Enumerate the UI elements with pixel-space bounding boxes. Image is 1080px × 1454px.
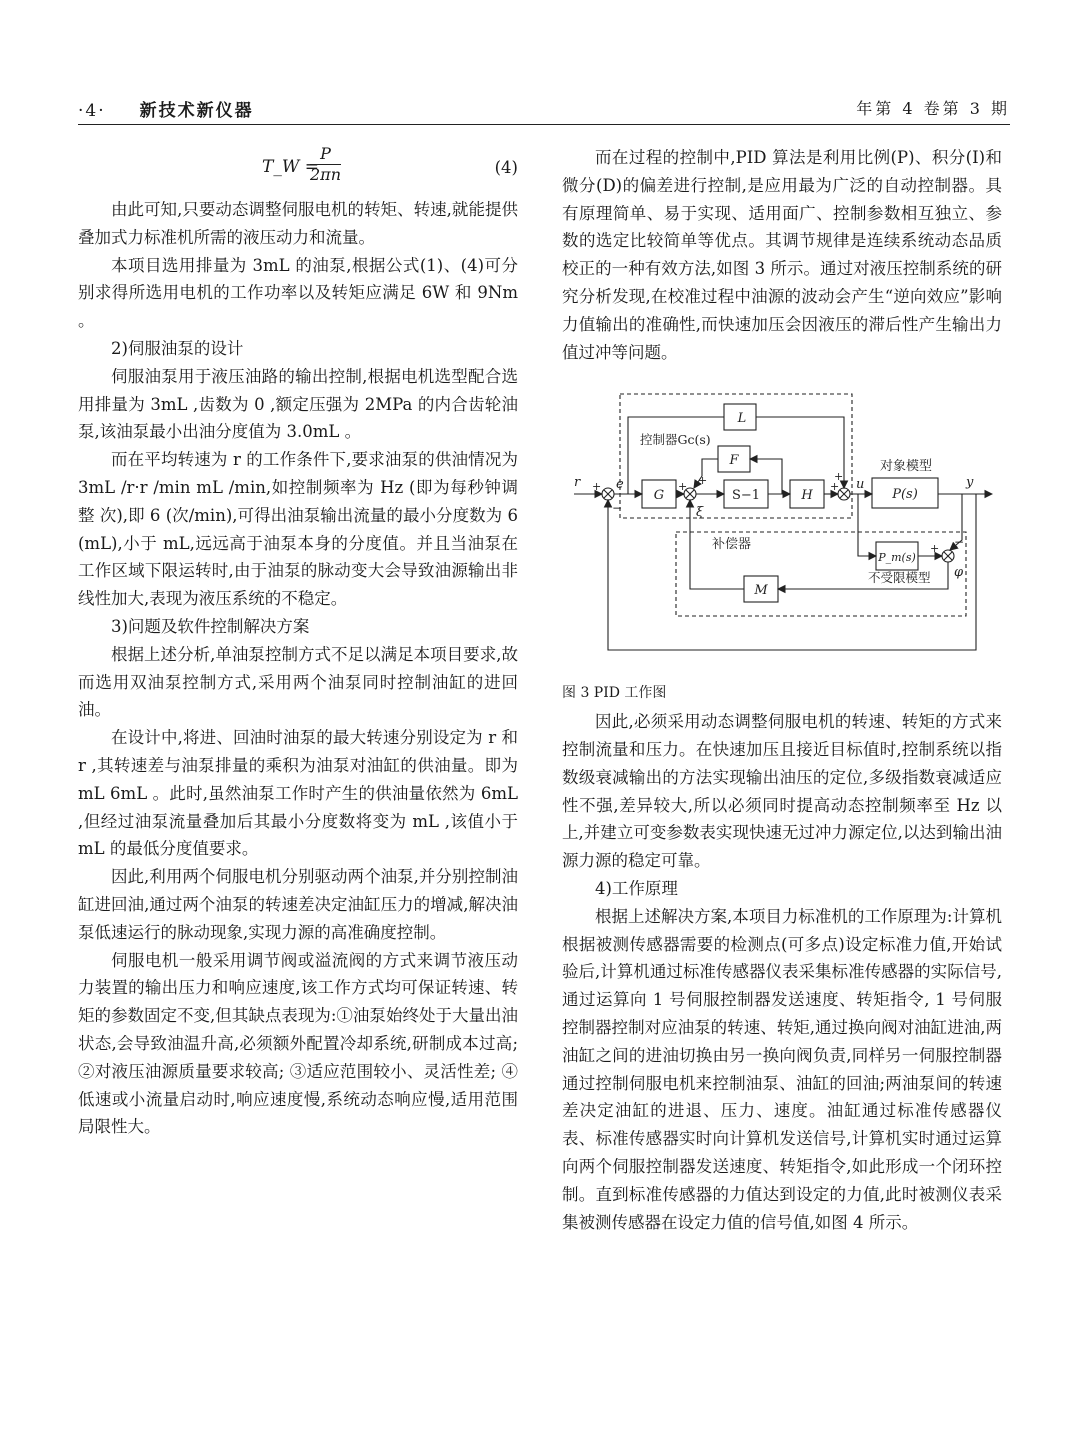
- label-H: H: [801, 488, 813, 504]
- label-Ps: P(s): [892, 487, 918, 503]
- label-L: L: [737, 411, 747, 427]
- label-r: r: [574, 475, 581, 491]
- right-column: [562, 144, 1002, 1236]
- label-M: M: [754, 583, 768, 599]
- label-Pm: P_m(s): [878, 551, 916, 565]
- equation-4: [78, 144, 518, 192]
- paragraph: 本项目选用排量为 3mL 的油泵,根据公式(1)、(4)可分别求得所选用电机的工作功率以及转矩应满足 6W 和 9Nm 。: [78, 255, 518, 331]
- sign-minus: −: [612, 501, 623, 516]
- section-heading: 2)伺服油泵的设计: [111, 338, 244, 358]
- paragraph: 伺服电机一般采用调节阀或溢流阀的方式来调节液压动力装置的输出压力和响应速度,该工作方式均可保证转速、转矩的参数固定不变,但其缺点表现为:①油泵始终处于大量出油状态,会导致油温升高,必须额外配置冷却系统,研制成本过高; ②对液压油源质量要求较高; ③适应范围较小、灵活性差; ④低速或小流量启动时,响应速度慢,系统动态响应慢,适用范围局限性大。: [78, 950, 518, 1137]
- paragraph: 由此可知,只要动态调整伺服电机的转矩、转速,就能提供叠加式力标准机所需的液压动力和流量。: [78, 200, 518, 247]
- paragraph: 因此,利用两个伺服电机分别驱动两个油泵,并分别控制油缸进回油,通过两个油泵的转速差决定油缸压力的增减,解决油泵低速运行的脉动现象,实现力源的高准确度控制。: [78, 867, 518, 942]
- label-G: G: [653, 488, 665, 504]
- paragraph: 而在平均转速为 r 的工作条件下,要求油泵的供油情况为 3mL /r·r /min mL /min,如控制频率为 Hz (即为每秒钟调整 次),即 6 (次/min),可得出油泵输出流量的最小分度数为 6 (mL),小于 mL,远远高于油泵本身的分度值。并且当油泵在工作区域下限运转时,由于油泵的脉动变大会导致油源输出非线性加大,表现为液压系统的不稳定。: [78, 450, 518, 609]
- paragraph: 因此,必须采用动态调整伺服电机的转速、转矩的方式来控制流量和压力。在快速加压且接近目标值时,控制系统以指数级衰减输出的方法实现输出油压的定位,多级指数衰减适应性不强,差异较大,所以必须同时提高动态控制频率至 Hz 以上,并建立可变参数表实现快速无过冲力源定位,以达到输出油源力源的稳定可靠。: [562, 712, 1002, 871]
- sign-plus: +: [830, 480, 840, 494]
- label-S1: S−1: [731, 488, 761, 504]
- label-xi: ξ: [696, 505, 704, 521]
- header-left: [78, 96, 254, 121]
- label-plant: 对象模型: [880, 459, 933, 475]
- equation-denominator: 2πn: [310, 165, 341, 184]
- issue-info: 年第 4 卷第 3 期: [856, 99, 1010, 118]
- label-controller: 控制器Gc(s): [640, 432, 711, 448]
- sign-plus: +: [834, 470, 844, 484]
- equation-lhs: T_W =: [262, 157, 319, 177]
- page-number: ·4·: [78, 101, 106, 121]
- running-header: [78, 96, 1010, 126]
- header-rule: [78, 124, 1010, 125]
- sign-minus: −: [954, 535, 965, 550]
- paragraph: 而在过程的控制中,PID 算法是利用比例(P)、积分(I)和微分(D)的偏差进行控制,是应用最为广泛的自动控制器。具有原理简单、易于实现、适用面广、控制参数相互独立、参数的选定比较简单等优点。其调节规律是连续系统动态品质校正的一种有效方法,如图 3 所示。通过对液压控制系统的研究分析发现,在校准过程中油源的波动会产生“逆向效应”影响力值输出的准确性,而快速加压会因液压的滞后性产生输出力值过冲等问题。: [562, 148, 1002, 362]
- label-e: e: [616, 477, 624, 493]
- diagram-svg: [562, 380, 1002, 670]
- label-y: y: [966, 475, 974, 491]
- section-heading: 3)问题及软件控制解决方案: [111, 616, 310, 636]
- label-phi: φ: [954, 565, 964, 581]
- sign-plus: +: [930, 542, 940, 556]
- equation-fraction: [310, 144, 341, 185]
- sign-plus: +: [592, 480, 602, 494]
- label-u: u: [856, 477, 865, 493]
- paragraph: 根据上述解决方案,本项目力标准机的工作原理为:计算机根据被测传感器需要的检测点(可多点)设定标准力值,开始试验后,计算机通过标准传感器仪表采集标准传感器的实际信号,通过运算向 1 号伺服控制器发送速度、转矩指令, 1 号伺服控制器控制对应油泵的转速、转矩,通过换向阀对油缸进油,两油缸之间的进油切换由另一换向阀负责,同样另一伺服控制器通过控制伺服电机来控制油泵、油缸的回油;两油泵间的转速差决定油缸的进退、压力、速度。油缸通过标准传感器仪表、标准传感器实时向计算机发送信号,计算机实时通过运算向两个伺服控制器发送速度、转矩指令,如此形成一个闭环控制。直到标准传感器的力值达到设定的力值,此时被测仪表采集被测传感器在设定力值的信号值,如图 4 所示。: [562, 906, 1002, 1232]
- paragraph: 在设计中,将进、回油时油泵的最大转速分别设定为 r 和 r ,其转速差与油泵排量的乘积为油泵对油缸的供油量。即为 mL 6mL 。此时,虽然油泵工作时产生的供油量依然为 6mL ,但经过油泵流量叠加后其最小分度数将变为 mL ,该值小于 mL 的最低分度值要求。: [78, 728, 518, 859]
- section-heading: 4)工作原理: [595, 878, 678, 898]
- left-column: [78, 144, 518, 1141]
- journal-name: 新技术新仪器: [139, 101, 254, 121]
- equation-number: (4): [494, 158, 518, 177]
- sign-plus: +: [678, 480, 688, 494]
- label-compensator: 补偿器: [712, 537, 752, 553]
- paragraph: 伺服油泵用于液压油路的输出控制,根据电机选型配合选用排量为 3mL ,齿数为 0 ,额定压强为 2MPa 的内合齿轮油泵,该油泵最小出油分度值为 3.0mL 。: [78, 366, 518, 442]
- paragraph: 根据上述分析,单油泵控制方式不足以满足本项目要求,故而选用双油泵控制方式,采用两个油泵同时控制油缸的进回油。: [78, 644, 518, 720]
- label-unlimited: 不受限模型: [868, 570, 931, 586]
- label-F: F: [729, 453, 739, 469]
- sign-plus: +: [698, 474, 708, 488]
- pid-block-diagram: [562, 380, 1002, 680]
- figure-caption: 图 3 PID 工作图: [562, 685, 667, 702]
- equation-numerator: P: [310, 144, 341, 165]
